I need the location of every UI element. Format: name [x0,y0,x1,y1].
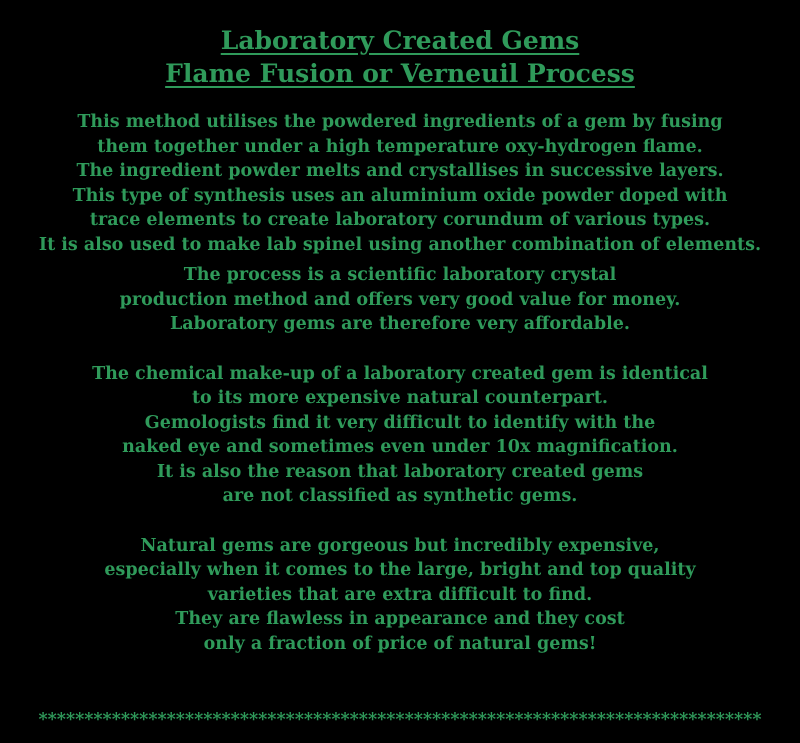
text-line: are not classified as synthetic gems. [222,486,578,506]
text-line: Natural gems are gorgeous but incredibly expensive, [140,535,660,556]
text-line: varieties that are extra difficult to find. [207,584,593,605]
text-line: production method and offers very good value for money. [119,289,681,310]
text-line: Gemologists find it very difficult to identify with the [144,412,656,433]
paragraph-natural-gems [0,534,800,657]
text-line: Laboratory gems are therefore very affordable. [170,314,630,334]
text-line: It is also the reason that laboratory created gems [156,461,644,482]
text-line: The process is a scientific laboratory crystal [183,265,617,285]
title-line-2: Flame Fusion or Verneuil Process [165,59,635,88]
text-line: This type of synthesis uses an aluminium oxide powder doped with [72,185,728,206]
title-line-1: Laboratory Created Gems [220,26,580,55]
text-line: The chemical make-up of a laboratory created gem is identical [92,363,708,384]
text-line: The ingredient powder melts and crystallises in successive layers. [76,161,724,181]
page-title [0,0,800,90]
text-line: especially when it comes to the large, bright and top quality [104,560,696,580]
paragraph-chemical [0,362,800,509]
paragraph-method [0,110,800,257]
text-line: naked eye and sometimes even under 10x magnification. [122,437,678,457]
asterisk-separator: ******************************************************************************* [38,710,762,730]
text-line: them together under a high temperature oxy-hydrogen flame. [97,136,703,157]
text-line: It is also used to make lab spinel using another combination of elements. [38,234,762,255]
paragraph-process [0,263,800,337]
text-line: This method utilises the powdered ingredients of a gem by fusing [77,112,723,132]
text-line: only a fraction of price of natural gems! [203,633,597,654]
text-line: to its more expensive natural counterpart. [191,388,609,408]
text-line: They are flawless in appearance and they cost [175,609,625,629]
text-line: trace elements to create laboratory corundum of various types. [89,210,711,230]
